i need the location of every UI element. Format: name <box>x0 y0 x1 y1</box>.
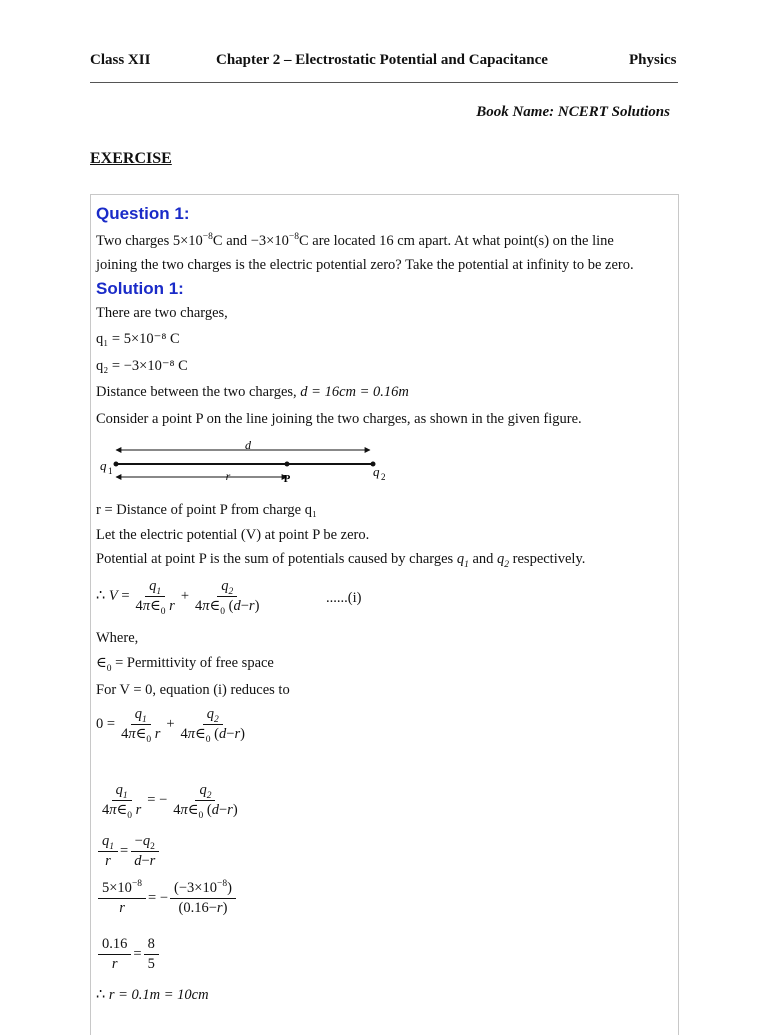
r-definition: r = Distance of point P from charge q₁ <box>96 502 318 518</box>
class-label: Class XII <box>90 52 151 68</box>
reduces-line: For V = 0, equation (i) reduces to <box>96 682 290 698</box>
r-label: r <box>225 469 231 483</box>
question-line-1 <box>96 231 614 251</box>
q1-value: q₁ = 5×10⁻⁸ C <box>96 331 180 347</box>
q1-sub: 1 <box>108 466 113 476</box>
equation-i: ∴ V = $\frac{q_1}{4\pi\in_0 r}$ + $\frac{q_2}{4\pi\in_0 (d-r)}$ <box>96 578 260 617</box>
question-heading: Question 1: <box>96 204 190 223</box>
charge-1: $5\times 10^{-8}C$ <box>172 232 223 249</box>
q2-label: q <box>373 464 380 479</box>
equation-zero: 0 = $\frac{q_1}{4\pi\in_0 r}$ + $\frac{q_2}{4\pi\in_0 (d-r)}$ <box>96 706 245 745</box>
charges-figure <box>98 436 398 488</box>
question-line-2: joining the two charges is the electric potential zero? Take the potential at infinity to be zero. <box>96 257 634 273</box>
and-word: and <box>226 233 248 249</box>
potential-line: Potential at point P is the sum of potentials caused by charges $q_1$ and $q_2$ respectively. <box>96 551 586 570</box>
solution-heading: Solution 1: <box>96 279 184 298</box>
equation-simplified: $\frac{q_1}{r}$ = $\frac{-q_2}{d-r}$ <box>96 833 161 870</box>
book-name: Book Name: NCERT Solutions <box>476 104 670 120</box>
equation-ratio: $\frac{q_1}{4\pi\in_0 r}$ = − $\frac{q_2}{4\pi\in_0 (d-r)}$ <box>102 782 238 821</box>
charge-2: $-3\times 10^{-8}C$ <box>250 232 309 249</box>
final-result: ∴ r = 0.1m = 10cm <box>96 987 209 1003</box>
q2-sub: 2 <box>381 472 386 482</box>
let-line: Let the electric potential (V) at point P be zero. <box>96 527 370 543</box>
distance-line: Distance between the two charges, d = 16cm = 0.16m <box>96 384 409 400</box>
consider-line: Consider a point P on the line joining the two charges, as shown in the given figure. <box>96 411 582 427</box>
q1-label: q <box>100 458 107 473</box>
question-suffix: are located 16 cm apart. At what point(s) on the line <box>312 233 614 249</box>
equation-ratio-result: $\frac{0.16}{r}$ = $\frac{8}{5}$ <box>96 936 161 973</box>
epsilon-definition: $\in_0$ = Permittivity of free space <box>96 655 274 674</box>
where-text: Where, <box>96 630 139 646</box>
charge-q1-dot <box>114 462 119 467</box>
exercise-heading: EXERCISE <box>90 150 172 167</box>
question-prefix: Two charges <box>96 233 170 249</box>
equation-i-label: ......(i) <box>326 590 362 606</box>
solution-intro: There are two charges, <box>96 305 228 321</box>
p-label: P <box>283 473 291 485</box>
equation-numeric: $\frac{5\times 10^{-8}}{r}$ = − $\frac{(-3\times 10^{-8})}{(0.16-r)}$ <box>96 880 238 917</box>
header-rule <box>90 82 678 83</box>
point-p-dot <box>285 462 290 467</box>
q2-value: q₂ = −3×10⁻⁸ C <box>96 358 188 374</box>
chapter-title: Chapter 2 – Electrostatic Potential and Capacitance <box>216 52 548 68</box>
subject-label: Physics <box>629 52 677 68</box>
d-label: d <box>245 438 251 452</box>
distance-value: d = 16cm = 0.16m <box>300 384 409 400</box>
